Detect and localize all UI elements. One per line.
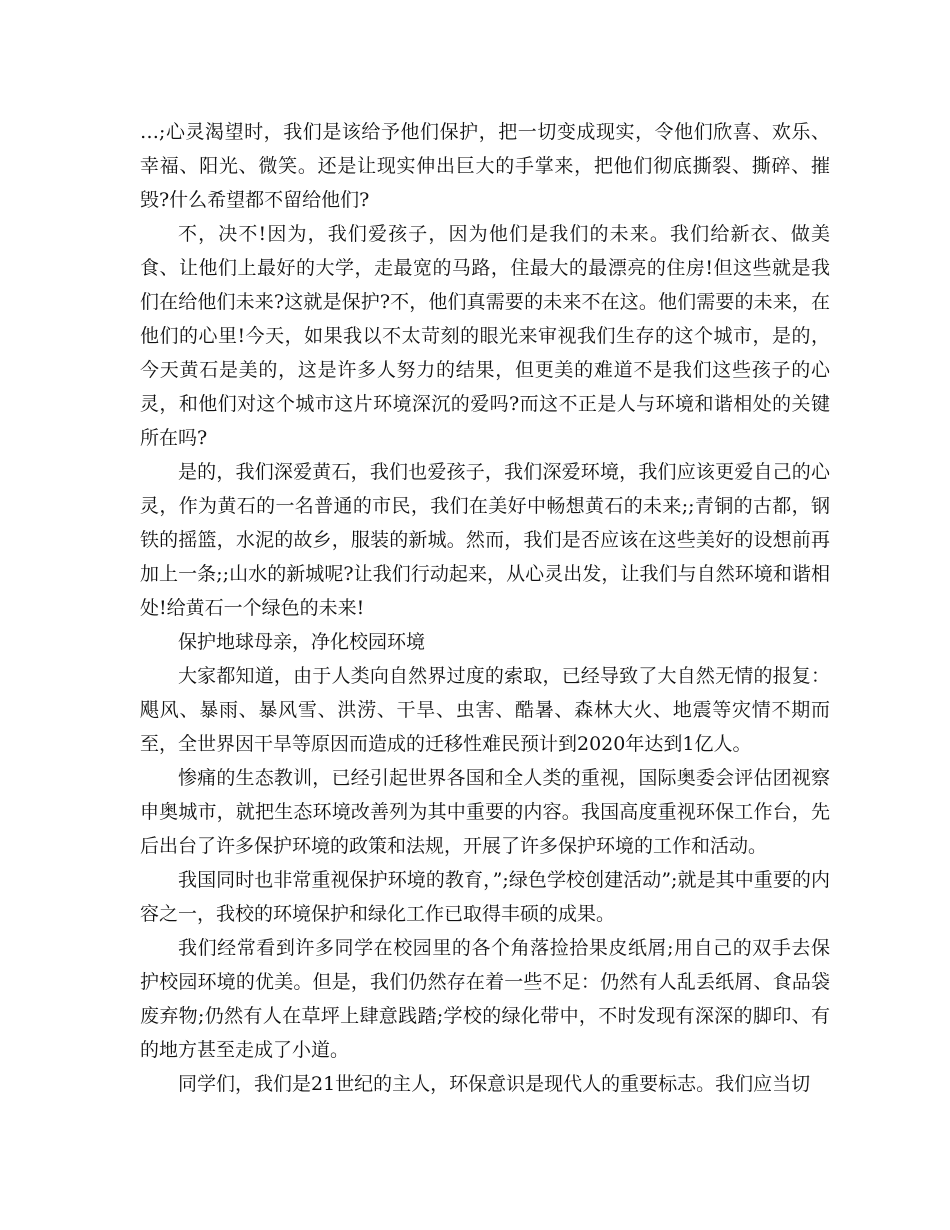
paragraph-love-children: 不，决不!因为，我们爱孩子，因为他们是我们的未来。我们给新衣、做美食、让他们上最好的大学，走最宽的马路，住最大的最漂亮的住房!但这些就是我们在给他们未来?这就是保护?不，他们真需要的未来不在这。他们需要的未来，在他们的心里!今天，如果我以不太苛刻的眼光来审视我们生存的这个城市，是的，今天黄石是美的，这是许多人努力的结果，但更美的难道不是我们这些孩子的心灵，和他们对这个城市这片环境深沉的爱吗?而这不正是人与环境和谐相处的关键所在吗? (140, 223, 830, 449)
paragraph-continuation: …;心灵渴望时，我们是该给予他们保护，把一切变成现实，令他们欣喜、欢乐、幸福、阳光、微笑。还是让现实伸出巨大的手掌来，把他们彻底撕裂、撕碎、摧毁?什么希望都不留给他们? (140, 121, 830, 211)
paragraph-classmates: 同学们，我们是21世纪的主人，环保意识是现代人的重要标志。我们应当切 (178, 1073, 811, 1095)
document-body (140, 115, 830, 1101)
paragraph-nature-revenge: 大家都知道，由于人类向自然界过度的索取，已经导致了大自然无情的报复：飓风、暴雨、暴风雪、洪涝、干旱、虫害、酷暑、森林大火、地震等灾情不期而至，全世界因干旱等原因而造成的迁移性难民预计到2020年达到1亿人。 (140, 665, 830, 755)
paragraph-campus-shortcomings: 我们经常看到许多同学在校园里的各个角落捡拾果皮纸屑;用自己的双手去保护校园环境的优美。但是，我们仍然存在着一些不足：仍然有人乱丢纸屑、食品袋废弃物;仍然有人在草坪上肆意践踏;学校的绿化带中，不时发现有深深的脚印、有的地方甚至走成了小道。 (140, 937, 830, 1061)
paragraph-love-huangshi: 是的，我们深爱黄石，我们也爱孩子，我们深爱环境，我们应该更爱自己的心灵，作为黄石的一名普通的市民，我们在美好中畅想黄石的未来;;青铜的古都，钢铁的摇篮，水泥的故乡，服装的新城。然而，我们是否应该在这些美好的设想前再加上一条;;山水的新城呢?让我们行动起来，从心灵出发，让我们与自然环境和谐相处!给黄石一个绿色的未来! (140, 461, 830, 619)
paragraph-ecological-lesson: 惨痛的生态教训，已经引起世界各国和全人类的重视，国际奥委会评估团视察申奥城市，就把生态环境改善列为其中重要的内容。我国高度重视环保工作台，先后出台了许多保护环境的政策和法规，开展了许多保护环境的工作和活动。 (140, 767, 830, 857)
paragraph-green-school: 我国同时也非常重视保护环境的教育，”;绿色学校创建活动”;就是其中重要的内容之一，我校的环境保护和绿化工作已取得丰硕的成果。 (140, 869, 830, 925)
section-heading: 保护地球母亲，净化校园环境 (178, 631, 426, 653)
